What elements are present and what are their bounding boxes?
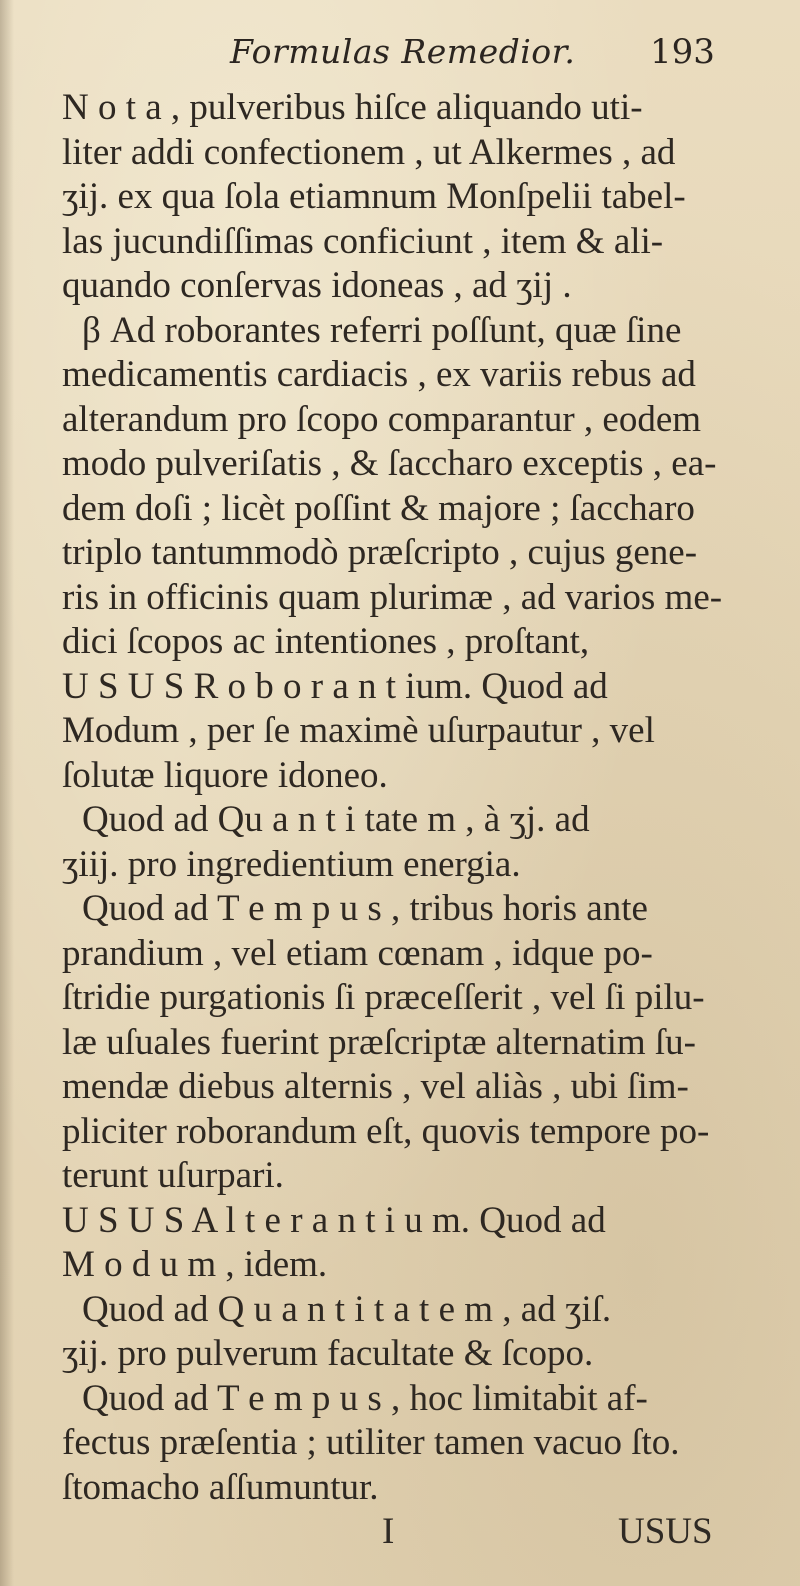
section-heading-line: U S U S A l t e r a n t i u m. Quod ad [62,1199,606,1241]
page-header [0,32,800,82]
text-line: dici ſcopos ac intentiones , proſtant, [62,621,590,662]
text-line: dem doſi ; licèt poſſint & majore ; ſaccharo [62,487,695,529]
page-number: 193 [650,32,715,72]
text-line: ſtridie purgationis ſi præceſſerit , vel ſi pilu- [62,977,705,1018]
text-line: Quod ad T e m p u s , tribus horis ante [82,888,648,929]
running-head: Formulas Remedior. [230,32,576,71]
text-line: M o d u m , idem. [62,1244,328,1285]
page-footer [62,1510,742,1555]
text-line: N o t a , pulveribus hiſce aliquando uti- [62,87,643,128]
text-line: Modum , per ſe maximè uſurpautur , vel [62,710,655,751]
text-line: Quod ad T e m p u s , hoc limitabit af- [82,1377,648,1419]
text-line: β Ad roborantes referri poſſunt, quæ ſine [82,309,682,351]
text-line: fectus præſentia ; utiliter tamen vacuo ſto. [62,1422,680,1463]
body-text [62,86,742,1555]
catchword: USUS [618,1511,713,1552]
text-line: ſtomacho aſſumuntur. [62,1466,379,1508]
text-line: ʒij. pro pulverum facultate & ſcopo. [62,1333,594,1374]
text-line: prandium , vel etiam cœnam , idque po- [62,932,653,974]
text-line: læ uſuales fuerint præſcriptæ alternatim ſu- [62,1021,696,1063]
text-line: mendæ diebus alternis , vel aliàs , ubi ſim- [62,1066,689,1107]
text-line: ris in officinis quam plurimæ , ad varios me- [62,576,723,618]
page-binding-edge [0,0,14,1586]
text-line: pliciter roborandum eſt, quovis tempore po- [62,1110,710,1152]
text-line: Quod ad Q u a n t i t a t e m , ad ʒiſ. [82,1288,612,1330]
text-line: ſolutæ liquore idoneo. [62,754,388,796]
signature-mark: I [382,1511,395,1552]
text-line: medicamentis cardiacis , ex variis rebus ad [62,354,696,395]
text-line: las jucundiſſimas conficiunt , item & ali- [62,220,664,262]
text-line: quando conſervas idoneas , ad ʒij . [62,265,572,306]
section-heading-line: U S U S R o b o r a n t ium. Quod ad [62,665,608,707]
text-line: terunt uſurpari. [62,1155,284,1196]
text-line: alterandum pro ſcopo comparantur , eodem [62,398,702,440]
text-line: Quod ad Qu a n t i tate m , à ʒj. ad [82,799,590,840]
text-line: triplo tantummodò præſcripto , cujus gene- [62,532,698,573]
text-line: liter addi confectionem , ut Alkermes , ad [62,131,676,173]
text-line: ʒij. ex qua ſola etiamnum Monſpelii tabel- [62,176,686,217]
text-line: modo pulveriſatis , & ſaccharo exceptis , ea- [62,443,717,484]
text-line: ʒiij. pro ingredientium energia. [62,843,521,885]
